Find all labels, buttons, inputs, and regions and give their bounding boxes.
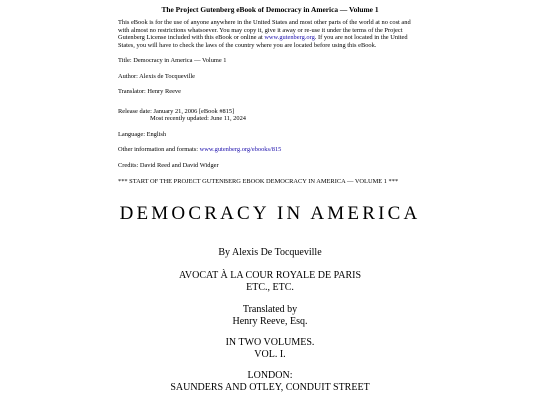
book-author: By Alexis De Tocqueville	[218, 246, 322, 258]
publisher-place: LONDON:	[247, 369, 293, 381]
author-role-line2: ETC., ETC.	[246, 281, 294, 293]
translated-by-label: Translated by	[242, 303, 298, 315]
license-notice-text: This eBook is for the use of anyone anywhere in the United States and most other parts of the world at no cost and with almost no restrictions whatsoever. You may copy it, give it away or re-use it under the terms of the Project Gutenberg License included with this eBook or online at	[118, 19, 411, 42]
author-role	[118, 270, 422, 294]
license-notice	[118, 19, 422, 49]
meta-language: Language: English	[118, 130, 167, 138]
volume-info	[118, 337, 422, 361]
publisher-name: SAUNDERS AND OTLEY, CONDUIT STREET	[170, 381, 370, 393]
meta-credits: Credits: David Reed and David Widger	[118, 162, 219, 170]
volumes-line1: IN TWO VOLUMES.	[225, 336, 315, 348]
book-title: DEMOCRACY IN AMERICA	[119, 202, 421, 224]
license-notice-text-end: . If you are not located in the United States, you will have to check the laws of the country where you are located before using this eBook.	[118, 34, 408, 49]
meta-release-date: Release date: January 21, 2006 [eBook #815]	[118, 107, 235, 115]
meta-author: Author: Alexis de Tocqueville	[118, 72, 195, 80]
gutenberg-link[interactable]: www.gutenberg.org	[264, 34, 315, 42]
meta-updated: Most recently updated: June 11, 2024	[150, 115, 246, 123]
start-marker: *** START OF THE PROJECT GUTENBERG EBOOK DEMOCRACY IN AMERICA — VOLUME 1 ***	[118, 177, 399, 185]
translation-credit	[118, 304, 422, 328]
meta-other-info	[118, 146, 422, 154]
ebook-link[interactable]: www.gutenberg.org/ebooks/815	[199, 146, 282, 154]
page-header-title: The Project Gutenberg eBook of Democracy in America — Volume 1	[161, 5, 379, 14]
translator-name: Henry Reeve, Esq.	[232, 315, 308, 327]
meta-release	[118, 108, 422, 123]
volumes-line2: VOL. I.	[254, 348, 286, 360]
publisher-info	[118, 370, 422, 394]
meta-translator: Translator: Henry Reeve	[118, 88, 181, 96]
meta-title: Title: Democracy in America — Volume 1	[118, 57, 227, 65]
meta-other-info-label: Other information and formats:	[118, 146, 200, 154]
author-role-line1: AVOCAT À LA COUR ROYALE DE PARIS	[178, 269, 362, 281]
